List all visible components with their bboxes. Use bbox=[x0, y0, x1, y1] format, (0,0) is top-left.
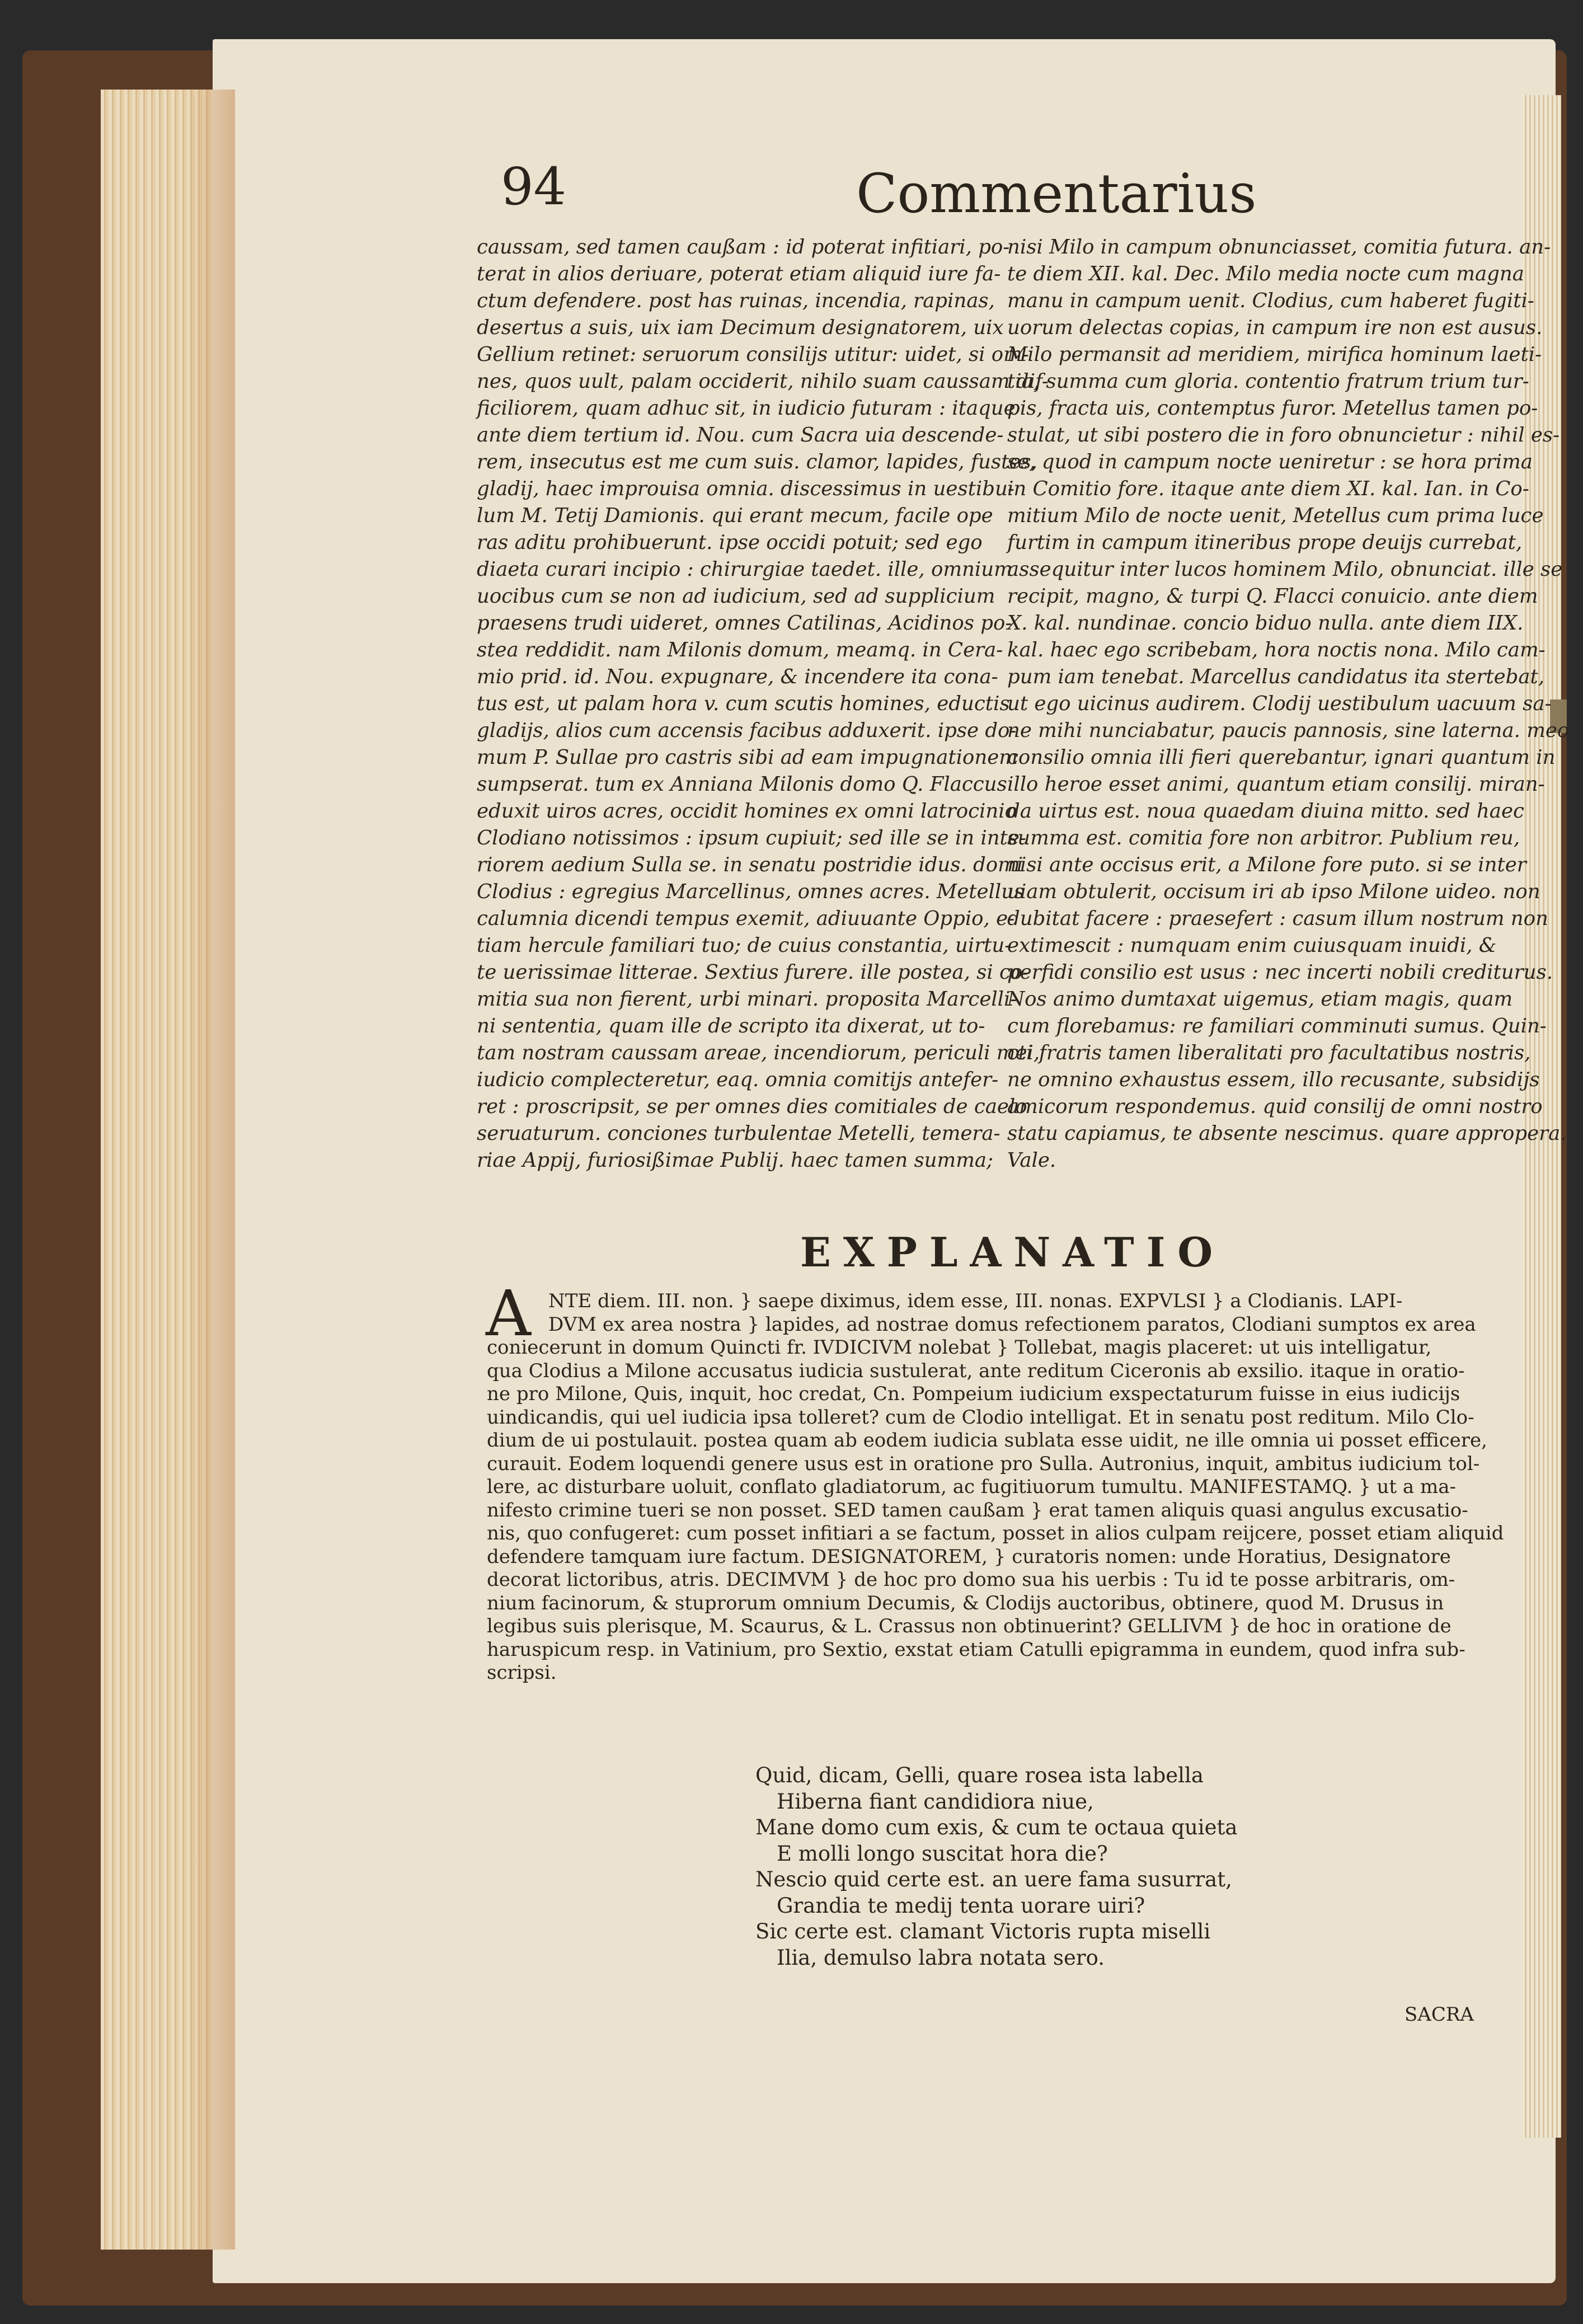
commentary-line: qua Clodius a Milone accusatus iudicia sustulerat, ante reditum Ciceronis ab exsilio. itaque in oratio- bbox=[487, 1359, 1465, 1382]
verse-line: Sic certe est. clamant Victoris rupta miselli bbox=[755, 1919, 1211, 1943]
text-line: Clodiano notissimos : ipsum cupiuit; sed ille se in inte- bbox=[477, 827, 1026, 849]
text-line: in Comitio fore. itaque ante diem XI. kal. Ian. in Co- bbox=[1007, 477, 1529, 500]
text-line: mitia sua non fierent, urbi minari. proposita Marcelli- bbox=[477, 988, 1017, 1011]
text-line: riae Appij, furiosißimae Publij. haec tamen summa; bbox=[477, 1149, 993, 1172]
text-line: ctum defendere. post has ruinas, incendia, rapinas, bbox=[477, 289, 995, 312]
text-line: tia, summa cum gloria. contentio fratrum trium tur- bbox=[1007, 370, 1529, 393]
text-line: iudicio complecteretur, eaq. omnia comitijs antefer- bbox=[477, 1068, 999, 1091]
commentary-line: decorat lictoribus, atris. DECIMVM } de hoc pro domo sua his uerbis : Tu id te posse arbitraris, om- bbox=[487, 1569, 1455, 1591]
text-line: Gellium retinet: seruorum consilijs utitur: uidet, si om- bbox=[477, 343, 1029, 366]
verse-line: Ilia, demulso labra notata sero. bbox=[777, 1945, 1105, 1970]
text-line: diaeta curari incipio : chirurgiae taedet. ille, omnium bbox=[477, 558, 1013, 581]
commentary-line: dium de ui postulauit. postea quam ab eodem iudicia sublata esse uidit, ne ille omnia ui posset efficere, bbox=[487, 1429, 1487, 1452]
text-line: extimescit : numquam enim cuiusquam inuidi, & bbox=[1007, 934, 1497, 957]
text-line: ut ego uicinus audirem. Clodij uestibulum uacuum sa- bbox=[1007, 692, 1552, 715]
text-line: pum iam tenebat. Marcellus candidatus ita stertebat, bbox=[1007, 665, 1545, 688]
right-column bbox=[1007, 234, 1570, 1174]
text-line: lum M. Tetij Damionis. qui erant mecum, facile ope bbox=[477, 504, 993, 527]
text-line: seruaturum. conciones turbulentae Metelli, temera- bbox=[477, 1122, 1000, 1145]
text-line: gladijs, alios cum accensis facibus adduxerit. ipse do- bbox=[477, 719, 1017, 742]
text-line: uiam obtulerit, occisum iri ab ipso Milone uideo. non bbox=[1007, 880, 1540, 903]
commentary-line: coniecerunt in domum Quincti fr. IVDICIVM nolebat } Tollebat, magis placeret: ut uis intelligatur, bbox=[487, 1336, 1432, 1359]
text-line: ret : proscripsit, se per omnes dies comitiales de caelo bbox=[477, 1095, 1027, 1118]
text-line: se, quod in campum nocte ueniretur : se hora prima bbox=[1007, 450, 1533, 473]
commentary-line: haruspicum resp. in Vatinium, pro Sextio, exstat etiam Catulli epigramma in eundem, quod infra sub- bbox=[487, 1638, 1465, 1661]
text-line: tam nostram caussam areae, incendiorum, periculi mei, bbox=[477, 1041, 1040, 1064]
section-heading: EXPLANATIO bbox=[800, 1228, 1225, 1276]
commentary-line: scripsi. bbox=[487, 1661, 557, 1684]
text-line: da uirtus est. noua quaedam diuina mitto. sed haec bbox=[1007, 800, 1524, 823]
text-line: calumnia dicendi tempus exemit, adiuuante Oppio, e- bbox=[477, 907, 1015, 930]
page-number: 94 bbox=[501, 157, 567, 217]
text-line: ras aditu prohibuerunt. ipse occidi potuit; sed ego bbox=[477, 531, 983, 554]
text-line: furtim in campum itineribus prope deuijs currebat, bbox=[1007, 531, 1523, 554]
drop-cap: A bbox=[486, 1278, 531, 1350]
text-line: mio prid. id. Nou. expugnare, & incendere ita cona- bbox=[477, 665, 998, 688]
text-line: stea reddidit. nam Milonis domum, meamq. in Cera- bbox=[477, 638, 1003, 661]
text-line: mum P. Sullae pro castris sibi ad eam impugnationem bbox=[477, 746, 1018, 769]
text-line: mitium Milo de nocte uenit, Metellus cum prima luce bbox=[1007, 504, 1544, 527]
verse-line: Mane domo cum exis, & cum te octaua quieta bbox=[755, 1815, 1238, 1839]
text-line: Vale. bbox=[1007, 1149, 1056, 1172]
text-line: uorum delectas copias, in campum ire non est ausus. bbox=[1007, 316, 1543, 339]
verse-line: E molli longo suscitat hora die? bbox=[777, 1841, 1108, 1866]
text-line: illo heroe esset animi, quantum etiam consilij. miran- bbox=[1007, 773, 1545, 796]
commentary-line: nium facinorum, & stuprorum omnium Decumis, & Clodijs auctoribus, obtinere, quod M. Drusus in bbox=[487, 1591, 1444, 1614]
text-line: ne mihi nunciabatur, paucis pannosis, sine laterna. meo bbox=[1007, 719, 1570, 742]
text-line: ante diem tertium id. Nou. cum Sacra uia descende- bbox=[477, 424, 1004, 447]
text-line: cum florebamus: re familiari comminuti sumus. Quin- bbox=[1007, 1015, 1547, 1037]
catullus-poem bbox=[755, 1763, 1237, 1971]
text-line: summa est. comitia fore non arbitror. Publium reu, bbox=[1007, 827, 1520, 849]
commentary-text bbox=[487, 1290, 1539, 1685]
verse-line: Nescio quid certe est. an uere fama susurrat, bbox=[755, 1867, 1232, 1891]
commentary-line: defendere tamquam iure factum. DESIGNATOREM, } curatoris nomen: unde Horatius, Designatore bbox=[487, 1545, 1451, 1568]
text-line: te diem XII. kal. Dec. Milo media nocte cum magna bbox=[1007, 262, 1524, 285]
text-line: nisi ante occisus erit, a Milone fore puto. si se inter bbox=[1007, 853, 1526, 876]
commentary-line: NTE diem. III. non. } saepe diximus, idem esse, III. nonas. EXPVLSI } a Clodianis. LAPI- bbox=[548, 1290, 1403, 1312]
commentary-line: curauit. Eodem loquendi genere usus est in oratione pro Sulla. Autronius, inquit, ambitus iudicium tol- bbox=[487, 1452, 1480, 1475]
text-line: tiam hercule familiari tuo; de cuius constantia, uirtu- bbox=[477, 934, 1012, 957]
text-line: nes, quos uult, palam occiderit, nihilo suam caussam dif- bbox=[477, 370, 1049, 393]
text-line: sumpserat. tum ex Anniana Milonis domo Q. Flaccus bbox=[477, 773, 1007, 796]
text-line: rem, insecutus est me cum suis. clamor, lapides, fustes, bbox=[477, 450, 1037, 473]
running-head: Commentarius bbox=[856, 162, 1257, 225]
text-line: Milo permansit ad meridiem, mirifica hominum laeti- bbox=[1007, 343, 1542, 366]
text-line: dubitat facere : praesefert : casum illum nostrum non bbox=[1007, 907, 1548, 930]
text-line: cti fratris tamen liberalitati pro facultatibus nostris, bbox=[1007, 1041, 1531, 1064]
verse-line: Hiberna fiant candidiora niue, bbox=[777, 1789, 1094, 1814]
text-line: perfidi consilio est usus : nec incerti nobili crediturus. bbox=[1007, 961, 1553, 984]
text-line: ficiliorem, quam adhuc sit, in iudicio futuram : itaque bbox=[477, 397, 1016, 420]
text-line: manu in campum uenit. Clodius, cum haberet fugiti- bbox=[1007, 289, 1534, 312]
text-line: nisi Milo in campum obnunciasset, comitia futura. an- bbox=[1007, 236, 1551, 259]
commentary-line: legibus suis plerisque, M. Scaurus, & L. Crassus non obtinuerint? GELLIVM } de hoc in oratione de bbox=[487, 1615, 1452, 1637]
text-line: te uerissimae litterae. Sextius furere. ille postea, si co- bbox=[477, 961, 1030, 984]
commentary-line: nis, quo confugeret: cum posset infitiari a se factum, posset in alios culpam reijcere, posset etiam aliquid bbox=[487, 1522, 1504, 1544]
commentary-line: ne pro Milone, Quis, inquit, hoc credat, Cn. Pompeium iudicium exspectaturum fuisse in eius iudicijs bbox=[487, 1383, 1460, 1405]
text-line: ne omnino exhaustus essem, illo recusante, subsidijs bbox=[1007, 1068, 1540, 1091]
left-column bbox=[477, 234, 1049, 1174]
commentary-line: nifesto crimine tueri se non posset. SED tamen caußam } erat tamen aliquis quasi angulus excusatio- bbox=[487, 1499, 1468, 1522]
text-line: gladij, haec improuisa omnia. discessimus in uestibu- bbox=[477, 477, 1014, 500]
commentary-line: DVM ex area nostra } lapides, ad nostrae domus refectionem paratos, Clodiani sumptos ex area bbox=[548, 1313, 1476, 1336]
text-line: riorem aedium Sulla se. in senatu postridie idus. domi bbox=[477, 853, 1023, 876]
text-line: caussam, sed tamen caußam : id poterat infitiari, po- bbox=[477, 236, 1010, 259]
commentary-line: lere, ac disturbare uoluit, conflato gladiatorum, ac fugitiuorum tumultu. MANIFESTAMQ. } ut a ma- bbox=[487, 1476, 1456, 1498]
text-line: stulat, ut sibi postero die in foro obnuncietur : nihil es- bbox=[1007, 424, 1560, 447]
verse-line: Quid, dicam, Gelli, quare rosea ista labella bbox=[755, 1763, 1204, 1787]
text-line: ni sententia, quam ille de scripto ita dixerat, ut to- bbox=[477, 1015, 985, 1037]
text-line: kal. haec ego scribebam, hora noctis nona. Milo cam- bbox=[1007, 638, 1546, 661]
text-line: eduxit uiros acres, occidit homines ex omni latrocinio bbox=[477, 800, 1017, 823]
text-line: pis, fracta uis, contemptus furor. Metellus tamen po- bbox=[1007, 397, 1538, 420]
text-line: Nos animo dumtaxat uigemus, etiam magis, quam bbox=[1007, 988, 1513, 1011]
text-line: X. kal. nundinae. concio biduo nulla. ante diem IIX. bbox=[1007, 612, 1524, 635]
text-line: assequitur inter lucos hominem Milo, obnunciat. ille se bbox=[1007, 558, 1563, 581]
text-line: desertus a suis, uix iam Decimum designatorem, uix bbox=[477, 316, 1004, 339]
text-line: terat in alios deriuare, poterat etiam aliquid iure fa- bbox=[477, 262, 1001, 285]
text-line: recipit, magno, & turpi Q. Flacci conuicio. ante diem bbox=[1007, 585, 1538, 608]
text-line: Clodius : egregius Marcellinus, omnes acres. Metellus bbox=[477, 880, 1025, 903]
commentary-line: uindicandis, qui uel iudicia ipsa tolleret? cum de Clodio intelligat. Et in senatu post reditum. Milo Clo- bbox=[487, 1406, 1474, 1429]
text-line: statu capiamus, te absente nescimus. quare approperа. bbox=[1007, 1122, 1567, 1145]
text-line: consilio omnia illi fieri querebantur, ignari quantum in bbox=[1007, 746, 1556, 769]
text-line: tus est, ut palam hora v. cum scutis homines, eductis bbox=[477, 692, 1010, 715]
text-line: uocibus cum se non ad iudicium, sed ad supplicium bbox=[477, 585, 995, 608]
text-line: amicorum respondemus. quid consilij de omni nostro bbox=[1007, 1095, 1543, 1118]
verse-line: Grandia te medij tenta uorare uiri? bbox=[777, 1893, 1145, 1918]
catchword: SACRA bbox=[1404, 2003, 1474, 2026]
text-line: praesens trudi uideret, omnes Catilinas, Acidinos po- bbox=[477, 612, 1012, 635]
